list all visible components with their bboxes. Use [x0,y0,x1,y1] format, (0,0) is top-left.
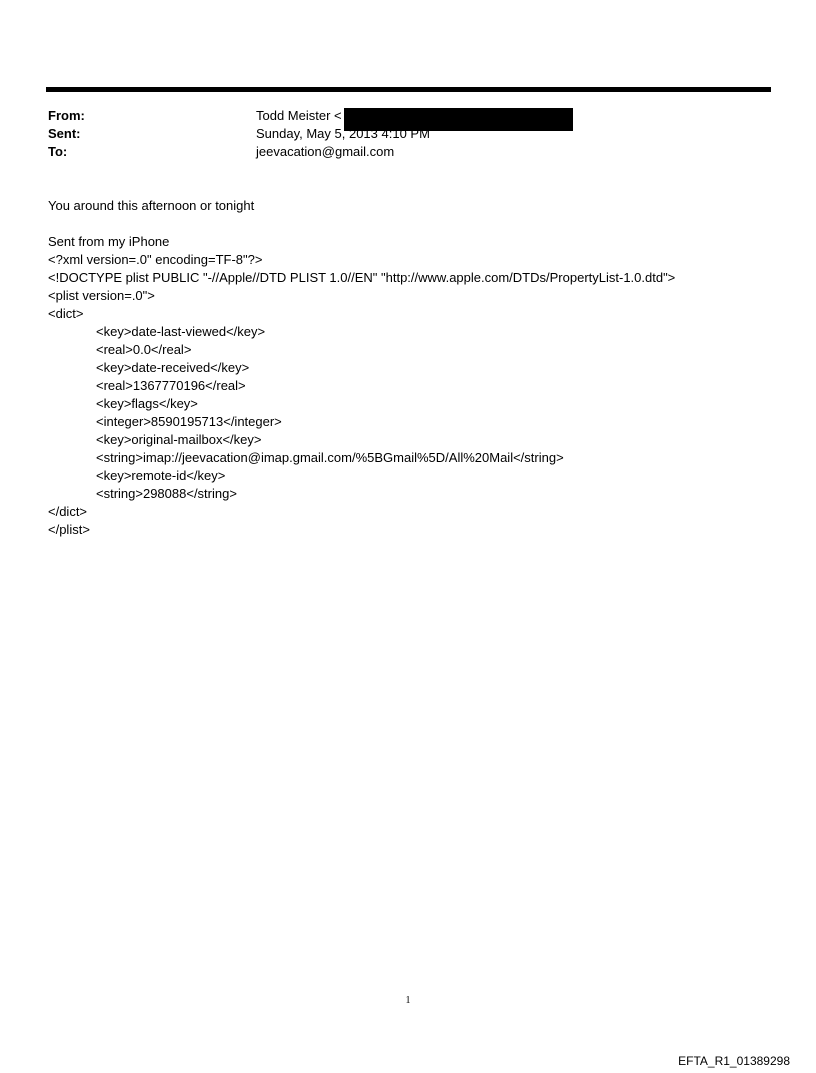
xml-line: <dict> [48,306,84,321]
message-text: You around this afternoon or tonight [48,198,255,213]
xml-line: <key>remote-id</key> [96,468,226,483]
document-id: EFTA_R1_01389298 [678,1054,790,1068]
from-label: From: [48,108,85,123]
xml-line: <!DOCTYPE plist PUBLIC "-//Apple//DTD PLIST 1.0//EN" "http://www.apple.com/DTDs/PropertyList-1.0.dtd"> [48,270,676,285]
page-number: 1 [405,995,411,1006]
to-label: To: [48,144,68,159]
xml-line: <key>date-received</key> [96,360,250,375]
signature-text: Sent from my iPhone [48,234,170,249]
xml-line: <?xml version=.0" encoding=TF-8"?> [48,252,263,267]
xml-line: <integer>8590195713</integer> [96,414,282,429]
xml-line: <key>flags</key> [96,396,198,411]
header-rule [46,87,771,92]
sent-label: Sent: [48,126,81,141]
xml-line: <real>1367770196</real> [96,378,246,393]
xml-line: <string>imap://jeevacation@imap.gmail.com/%5BGmail%5D/All%20Mail</string> [96,450,564,465]
from-value: Todd Meister < [256,108,342,123]
xml-line: <key>original-mailbox</key> [96,432,262,447]
sent-value: Sunday, May 5, 2013 4:10 PM [256,126,430,141]
xml-line: <key>date-last-viewed</key> [96,324,266,339]
xml-line: </dict> [48,504,88,519]
xml-line: <plist version=.0"> [48,288,155,303]
xml-line: </plist> [48,522,90,537]
xml-line: <string>298088</string> [96,486,237,501]
xml-line: <real>0.0</real> [96,342,192,357]
to-value: jeevacation@gmail.com [256,144,395,159]
